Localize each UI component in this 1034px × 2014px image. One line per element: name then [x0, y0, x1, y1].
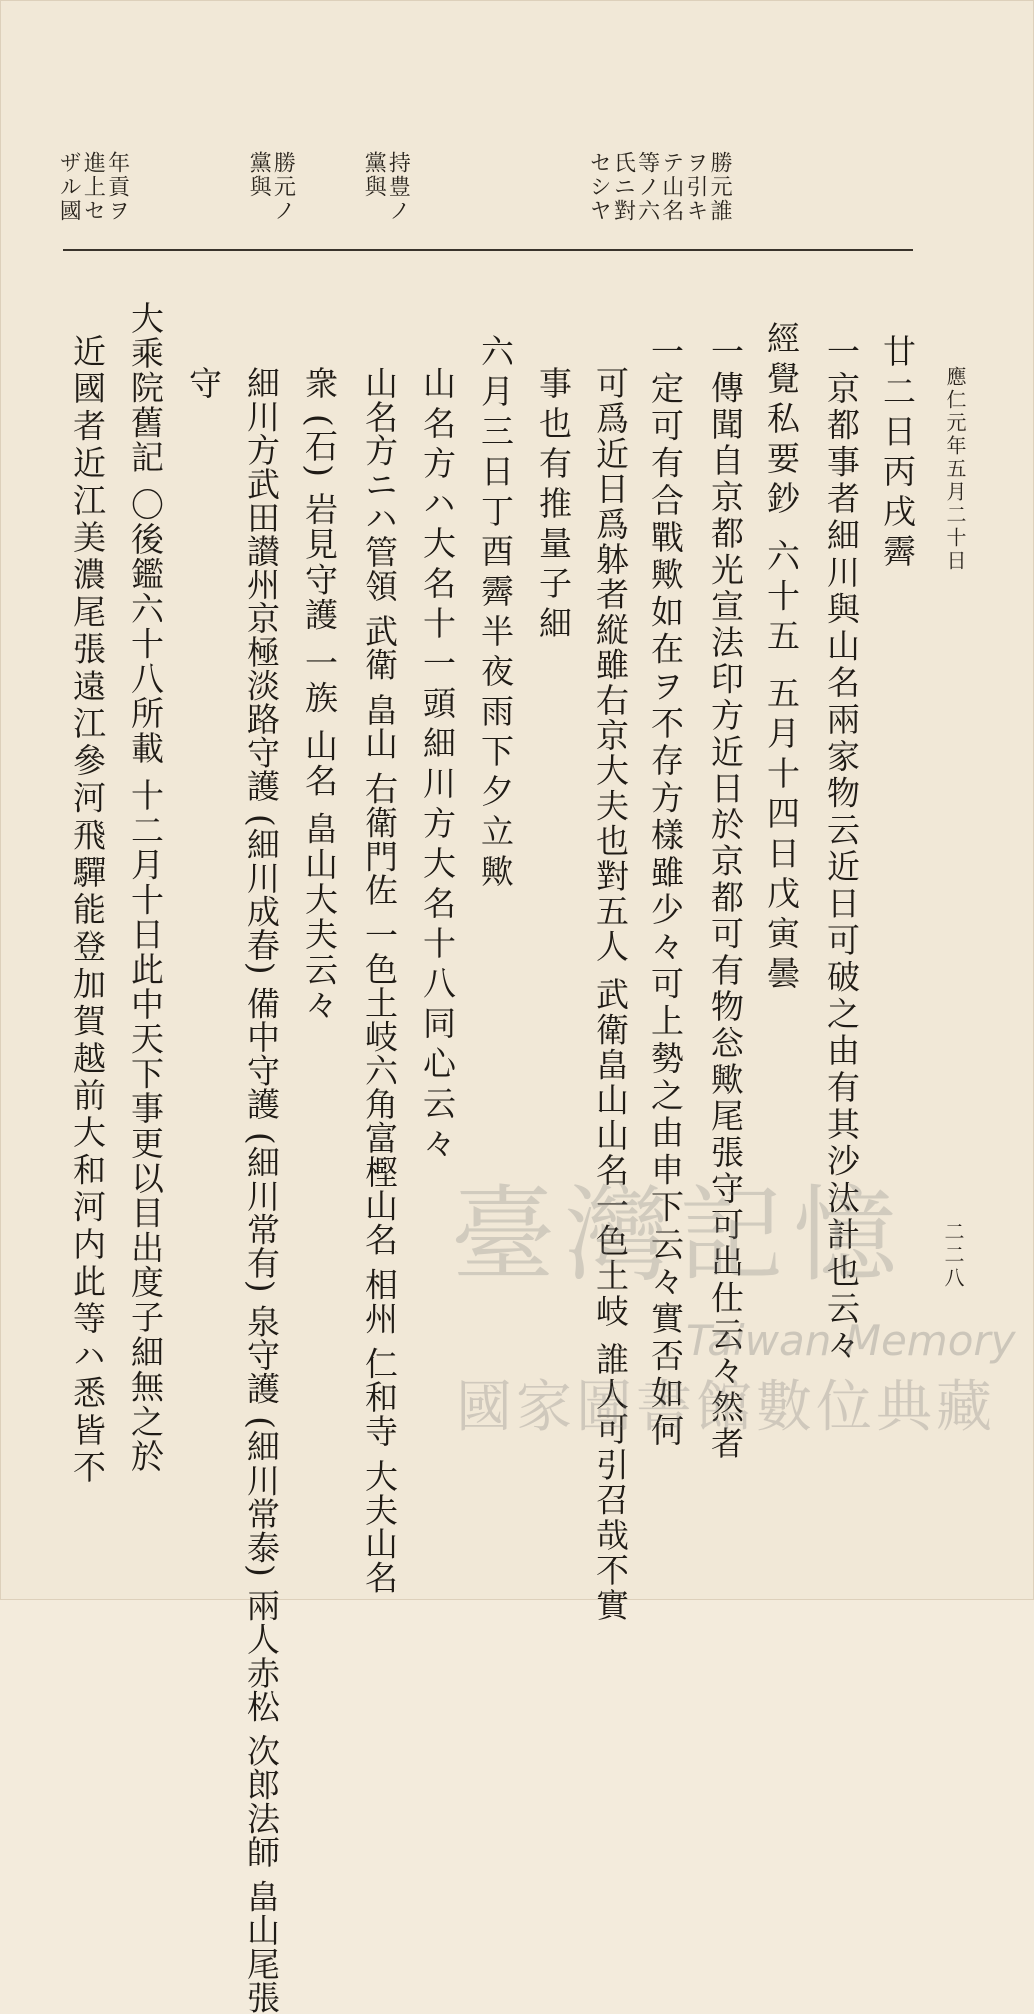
watermark-chinese: 國家圖書館數位典藏 — [456, 1375, 996, 1440]
running-header-date: 應仁元年五月二十日 — [943, 366, 967, 573]
margin-note-3: 勝元ノ黨與 — [246, 151, 296, 223]
watermark-english: Taiwan Memory — [686, 1316, 1016, 1365]
margin-note-2: 持豊ノ黨與 — [361, 151, 411, 223]
text-line-14: 大乘院舊記 〇後鑑六十八所載 十二月十日此中天下事更以目出度子細無之於 — [126, 301, 165, 1474]
text-line-15: 近國者近江美濃尾張遠江參河飛驒能登加賀越前大和河内此等ハ悉皆不 — [68, 334, 107, 1488]
text-line-4: 一傳聞自京都光宣法印方近日於京都可有物忩歟尾張守可出仕云々然者 — [706, 334, 745, 1463]
text-line-9: 山名方ハ大名十一頭細川方大名十八同心云々 — [418, 366, 457, 1166]
header-divider — [63, 249, 913, 251]
text-line-8: 六月三日丁酉霽半夜雨下夕立歟 — [476, 334, 515, 894]
text-line-2: 一京都事者細川與山名兩家物云近日可破之由有其沙汰計也云々 — [822, 334, 861, 1365]
text-line-6: 可爲近日爲躰者縦雖右京大夫也對五人 武衛畠山山名一色土岐 誰人可引召哉不實 — [591, 366, 630, 1624]
text-line-13: 守 — [184, 366, 223, 406]
page-number: 二二八 — [941, 1221, 965, 1290]
watermark-logo: 臺灣記憶 — [451, 1174, 908, 1296]
text-line-1: 廿二日丙戌霽 — [878, 334, 917, 574]
text-line-5: 一定可有合戰歟如在ヲ不存方樣雖少々可上勢之由申下云々實否如何 — [646, 334, 685, 1450]
margin-note-4: 年貢ヲ進上セザル國 — [56, 151, 130, 223]
text-line-12: 細川方武田讃州京極淡路守護 (細川成春) 備中守護 (細川常有) 泉守護 (細川常泰) 兩人赤松 次郎法師 畠山尾張 — [242, 366, 281, 2014]
text-line-3: 經覺私要鈔 六十五 五月十四日戊寅曇 — [762, 321, 801, 996]
margin-note-1: 勝元誰ヲ引キテ山名等ノ六氏ニ對セシヤ — [586, 151, 733, 223]
text-line-11: 衆 (石) 岩見守護 一族 山名 畠山大夫云々 — [300, 366, 339, 1023]
text-line-10: 山名方ニハ管領 武衛 畠山 右衛門佐 一色土岐六角富樫山名 相州 仁和寺 大夫山名 — [360, 366, 399, 1595]
text-line-7: 事也有推量子細 — [534, 366, 573, 646]
